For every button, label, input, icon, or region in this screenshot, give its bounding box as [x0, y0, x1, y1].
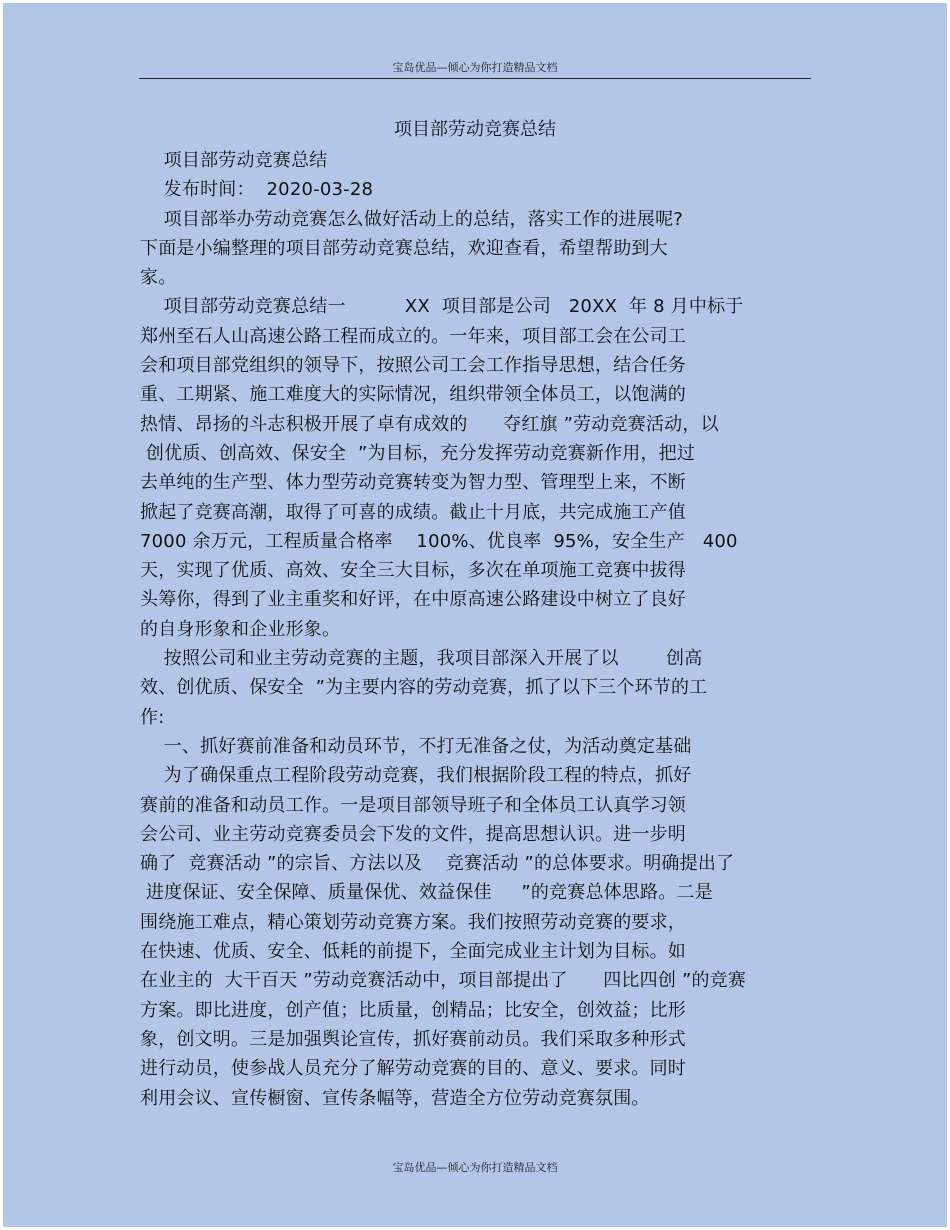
body-line: 热情、昂扬的斗志积极开展了卓有成效的 夺红旗 ”劳动竞赛活动，以 [140, 413, 719, 435]
body-line: 项目部举办劳动竞赛怎么做好活动上的总结，落实工作的进展呢? [140, 208, 684, 230]
body-line: 天，实现了优质、高效、安全三大目标，多次在单项施工竞赛中拔得 [140, 560, 686, 582]
body-line: 效、创优质、保安全 ”为主要内容的劳动竞赛，抓了以下三个环节的工 [140, 677, 708, 699]
body-line: 重、工期紧、施工难度大的实际情况，组织带领全体员工，以饱满的 [140, 384, 686, 406]
body-line: 方案。即比进度，创产值；比质量，创精品；比安全，创效益；比形 [140, 999, 686, 1021]
body-line: 头筹你，得到了业主重奖和好评，在中原高速公路建设中树立了良好 [140, 589, 686, 611]
body-line: 发布时间： 2020-03-28 [140, 179, 374, 201]
body-line: 象，创文明。三是加强舆论宣传，抓好赛前动员。我们采取多种形式 [140, 1028, 686, 1050]
body-line: 项目部劳动竞赛总结一 XX 项目部是公司 20XX 年 8 月中标于 [140, 296, 744, 318]
document-page [3, 3, 947, 1227]
body-line: 下面是小编整理的项目部劳动竞赛总结，欢迎查看，希望帮助到大 [140, 237, 668, 259]
body-line: 的自身形象和企业形象。 [140, 618, 341, 640]
body-line: 项目部劳动竞赛总结 [140, 150, 328, 171]
body-line: 按照公司和业主劳动竞赛的主题，我项目部深入开展了以 创高 [140, 648, 703, 670]
body-line: 一、抓好赛前准备和动员环节，不打无准备之仗，为活动奠定基础 [140, 735, 692, 757]
body-line: 利用会议、宣传橱窗、宣传条幅等，营造全方位劳动竞赛氛围。 [140, 1087, 650, 1109]
body-line: 会公司、业主劳动竞赛委员会下发的文件，提高思想认识。进一步明 [140, 823, 686, 845]
body-line: 家。 [140, 267, 177, 289]
body-line: 进行动员，使参战人员充分了解劳动竞赛的目的、意义、要求。同时 [140, 1058, 686, 1080]
body-line: 为了确保重点工程阶段劳动竞赛，我们根据阶段工程的特点，抓好 [140, 765, 692, 787]
body-line: 作: [140, 706, 165, 728]
body-line: 会和项目部党组织的领导下，按照公司工会工作指导思想，结合任务 [140, 355, 686, 377]
body-line: 掀起了竞赛高潮，取得了可喜的成绩。截止十月底，共完成施工产值 [140, 501, 686, 523]
body-line: 在业主的 大干百天 ”劳动竞赛活动中，项目部提出了 四比四创 ”的竞赛 [140, 970, 747, 992]
body-line: 7000 余万元，工程质量合格率 100%、优良率 95%，安全生产 400 [140, 530, 738, 552]
body-line: 创优质、创高效、保安全 ”为目标，充分发挥劳动竞赛新作用，把过 [140, 442, 696, 464]
page-footer: 宝岛优品—倾心为你打造精品文档 [392, 1161, 558, 1174]
header-divider [139, 78, 811, 79]
body-line: 赛前的准备和动员工作。一是项目部领导班子和全体员工认真学习领 [140, 794, 686, 816]
document-body [140, 146, 830, 1113]
document-title: 项目部劳动竞赛总结 [394, 119, 556, 140]
body-line: 围绕施工难点，精心策划劳动竞赛方案。我们按照劳动竞赛的要求， [140, 911, 686, 933]
body-line: 郑州至石人山高速公路工程而成立的。一年来，项目部工会在公司工 [140, 325, 686, 347]
body-line: 确了 竞赛活动 ”的宗旨、方法以及 竞赛活动 ”的总体要求。明确提出了 [140, 853, 735, 875]
page-header: 宝岛优品—倾心为你打造精品文档 [392, 61, 558, 74]
body-line: 进度保证、安全保障、质量保优、效益保佳 ”的竞赛总体思路。二是 [140, 882, 713, 904]
body-line: 在快速、优质、安全、低耗的前提下，全面完成业主计划为目标。如 [140, 941, 686, 963]
body-line: 去单纯的生产型、体力型劳动竞赛转变为智力型、管理型上来，不断 [140, 472, 686, 494]
